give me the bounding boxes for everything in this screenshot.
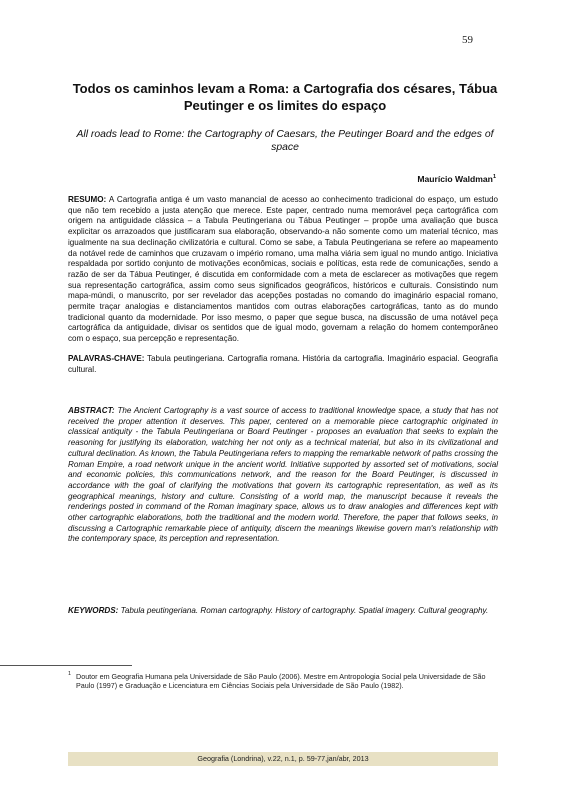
footnote-mark: 1 (68, 671, 72, 677)
article-subtitle: All roads lead to Rome: the Cartography of Caesars, the Peutinger Board and the edges of space (76, 129, 494, 153)
palavras-chave-section (68, 354, 498, 375)
keywords-section (68, 606, 498, 617)
footnote-divider (0, 665, 132, 666)
author-name: Maurício Waldman (417, 174, 493, 184)
journal-footer: Geografia (Londrina), v.22, n.1, p. 59-77,jan/abr, 2013 (68, 752, 498, 766)
keywords-text: Tabula peutingeriana. Roman cartography. History of cartography. Spatial imagery. Cultural geography. (120, 606, 489, 615)
keywords-label: KEYWORDS: (68, 606, 119, 615)
palavras-chave-text: Tabula peutingeriana. Cartografia romana. História da cartografia. Imaginário espacial. Geografia cultural. (68, 354, 498, 374)
abstract-section (68, 406, 498, 545)
author-line (300, 174, 496, 184)
page-number: 59 (462, 34, 473, 46)
footnote-text: Doutor em Geografia Humana pela Universidade de São Paulo (2006). Mestre em Antropologia Social pela Universidade de São Paulo (1997) e Graduação e Licenciatura em Ciências Sociais pela Universidade de São Paulo (1982). (76, 672, 486, 691)
resumo-text: A Cartografia antiga é um vasto manancial de acesso ao conhecimento tradicional do espaço, um estudo que não tem recebido a justa atenção que merece. Este paper, centrado numa memorável peça cartográfica com origem na antiguidade clássica – a Tabula Peutingeriana ou Tábua Peutinger – propõe uma avaliação que busca explicitar os arrazoados que justificaram sua elaboração, observando-a não somente como um material técnico, mas igualmente na sua declinação civilizatória e cultural. Como se sabe, a Tabula Peutingeriana se refere ao mapeamento da notável rede de caminhos que cruzavam o império romano, uma malha viária sem igual no mundo antigo. Iniciativa respaldada por sortido conjunto de motivações econômicas, sociais e políticas, esta rede de comunicações, sendo a razão de ser da Tábua Peutinger, é discutida em conformidade com a meta de esclarecer as motivações que regem sua representação cartográfica, assim como seus significados geográficos, históricos e culturais. Consistindo num mapa-múndi, o manuscrito, por ser revelador das acepções postadas no comando do imaginário espacial romano, permite traçar analogias e distanciamentos mantidos com outras elaborações cartográficas, tanto as do mundo tradicional quanto da modernidade. Por isso mesmo, o paper que segue busca, na discussão de uma notável peça cartográfica da antiguidade, divisar os sentidos que de igual modo, governam a relação do homem contemporâneo com o espaço, sua percepção e representação. (68, 195, 498, 344)
palavras-chave-label: PALAVRAS-CHAVE: (68, 354, 145, 363)
resumo-section (68, 195, 498, 345)
resumo-label: RESUMO: (68, 195, 107, 204)
article-title: Todos os caminhos levam a Roma: a Cartografia dos césares, Tábua Peutinger e os limites do espaço (72, 81, 498, 113)
footnote (68, 672, 498, 691)
author-footnote-mark: 1 (492, 174, 496, 181)
abstract-label: ABSTRACT: (68, 406, 115, 415)
abstract-text: The Ancient Cartography is a vast source of access to traditional knowledge space, a study that has not received the proper attention it deserves. This paper, centered on a memorable piece cartographic originated in classical antiquity - the Tabula Peutingeriana or Board Peutinger - proposes an evaluation that seeks to explain the reasoning for justifying its elaboration, watching her not only as a technical material, but also in its civilizational and cultural declination. As known, the Tabula Peutingeriana refers to mapping the remarkable network of paths crossing the Roman Empire, a road network unique in the ancient world. Initiative supported by assorted set of motivations, social and economic policies, this communications network, and the reason for the Board Peutinger, is discussed in accordance with the goal of clarifying the motivations that govern its cartographic representation, as well as its geographical meanings, history and culture. Consisting of a world map, the manuscript because it reveals the renderings posted in command of the Roman imaginary space, allows us to draw analogies and differences kept with other cartographic elaborations, both the traditional and the modern world. Therefore, the paper that follows seeks, in discussing a Cartographic remarkable piece of antiquity, discern the meanings likewise govern man's relationship with the contemporary space, its perception and representation. (68, 406, 499, 544)
